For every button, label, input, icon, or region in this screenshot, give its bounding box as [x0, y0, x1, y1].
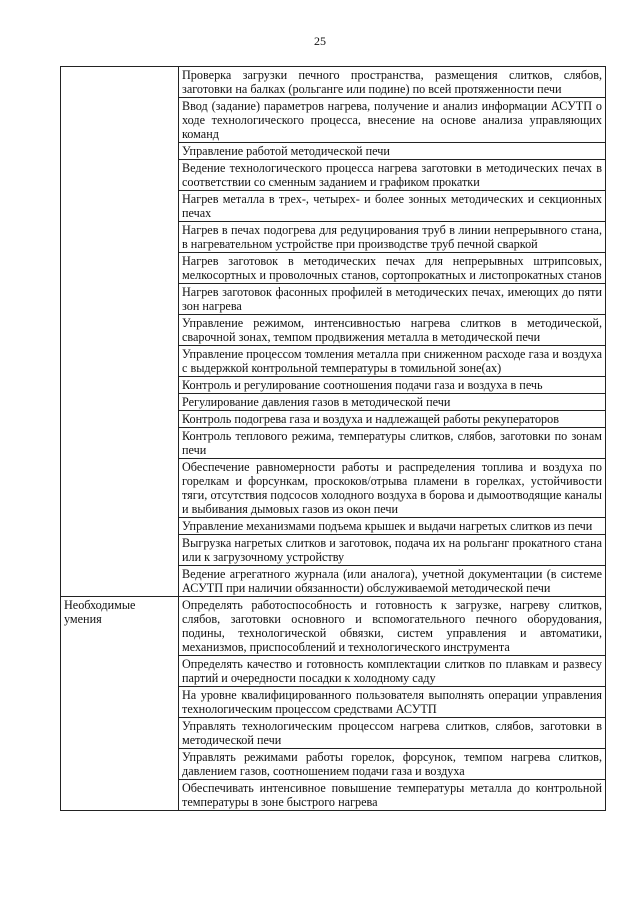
table-cell-text: Контроль теплового режима, температуры слитков, слябов, заготовки по зонам печи — [179, 428, 606, 459]
table-cell-text: Выгрузка нагретых слитков и заготовок, подача их на рольганг прокатного стана или к загрузочному устройству — [179, 535, 606, 566]
table-cell-text: Регулирование давления газов в методической печи — [179, 394, 606, 411]
table-cell-text: Нагрев заготовок фасонных профилей в методических печах, имеющих до пяти зон нагрева — [179, 284, 606, 315]
table-cell-text: На уровне квалифицированного пользователя выполнять операции управления технологическим процессом средствами АСУТП — [179, 687, 606, 718]
table-cell-text: Определять работоспособность и готовность к загрузке, нагреву слитков, слябов, заготовки основного и вспомогательного печного оборудования, подины, технологической обвязки, систем управления и автоматики, механизмов, приспособлений и технологического инструмента — [179, 597, 606, 656]
table-cell-text: Проверка загрузки печного пространства, размещения слитков, слябов, заготовки на балках (рольганге или подине) по всей протяженности печи — [179, 67, 606, 98]
table-cell-text: Нагрев заготовок в методических печах для непрерывных штрипсовых, мелкосортных и проволочных станов, сортопрокатных и листопрокатных станов — [179, 253, 606, 284]
table-cell-text: Управлять технологическим процессом нагрева слитков, слябов, заготовки в методической печи — [179, 718, 606, 749]
table-cell-text: Определять качество и готовность комплектации слитков по плавкам и развесу партий и очередности посадки к холодному саду — [179, 656, 606, 687]
table-cell-text: Нагрев в печах подогрева для редуцирования труб в линии непрерывного стана, в нагревательном устройстве при производстве труб печной сваркой — [179, 222, 606, 253]
competency-table — [60, 66, 606, 811]
section-label — [61, 67, 179, 597]
table-cell-text: Управлять режимами работы горелок, форсунок, темпом нагрева слитков, давлением газов, соотношением подачи газа и воздуха — [179, 749, 606, 780]
table-cell-text: Ведение агрегатного журнала (или аналога), учетной документации (в системе АСУТП при наличии обязанности) обслуживаемой методической печи — [179, 566, 606, 597]
table-cell-text: Контроль подогрева газа и воздуха и надлежащей работы рекуператоров — [179, 411, 606, 428]
table-cell-text: Ввод (задание) параметров нагрева, получение и анализ информации АСУТП о ходе технологического процесса, внесение на основе анализа управляющих команд — [179, 98, 606, 143]
table-cell-text: Нагрев металла в трех-, четырех- и более зонных методических и секционных печах — [179, 191, 606, 222]
table-cell-text: Обеспечивать интенсивное повышение температуры металла до контрольной температуры в зоне быстрого нагрева — [179, 780, 606, 811]
table-body — [61, 67, 606, 811]
table-cell-text: Контроль и регулирование соотношения подачи газа и воздуха в печь — [179, 377, 606, 394]
table-row — [61, 67, 606, 98]
table-cell-text: Управление режимом, интенсивностью нагрева слитков в методической, сварочной зонах, темпом продвижения металла в методической печи — [179, 315, 606, 346]
table-cell-text: Управление механизмами подъема крышек и выдачи нагретых слитков из печи — [179, 518, 606, 535]
section-label: Необходимые умения — [61, 597, 179, 811]
table-row — [61, 597, 606, 656]
page-number: 25 — [314, 34, 326, 48]
table-cell-text: Управление работой методической печи — [179, 143, 606, 160]
table-cell-text: Ведение технологического процесса нагрева заготовки в методических печах в соответствии со сменным заданием и графиком прокатки — [179, 160, 606, 191]
table-cell-text: Обеспечение равномерности работы и распределения топлива и воздуха по горелкам и форсункам, проскоков/отрыва пламени в горелках, устойчивости тяги, отсутствия подсосов холодного воздуха в борова и дымоотводящие каналы и выбивания дымовых газов из окон печи — [179, 459, 606, 518]
table-cell-text: Управление процессом томления металла при сниженном расходе газа и воздуха с выдержкой контрольной температуры в томильной зоне(ах) — [179, 346, 606, 377]
